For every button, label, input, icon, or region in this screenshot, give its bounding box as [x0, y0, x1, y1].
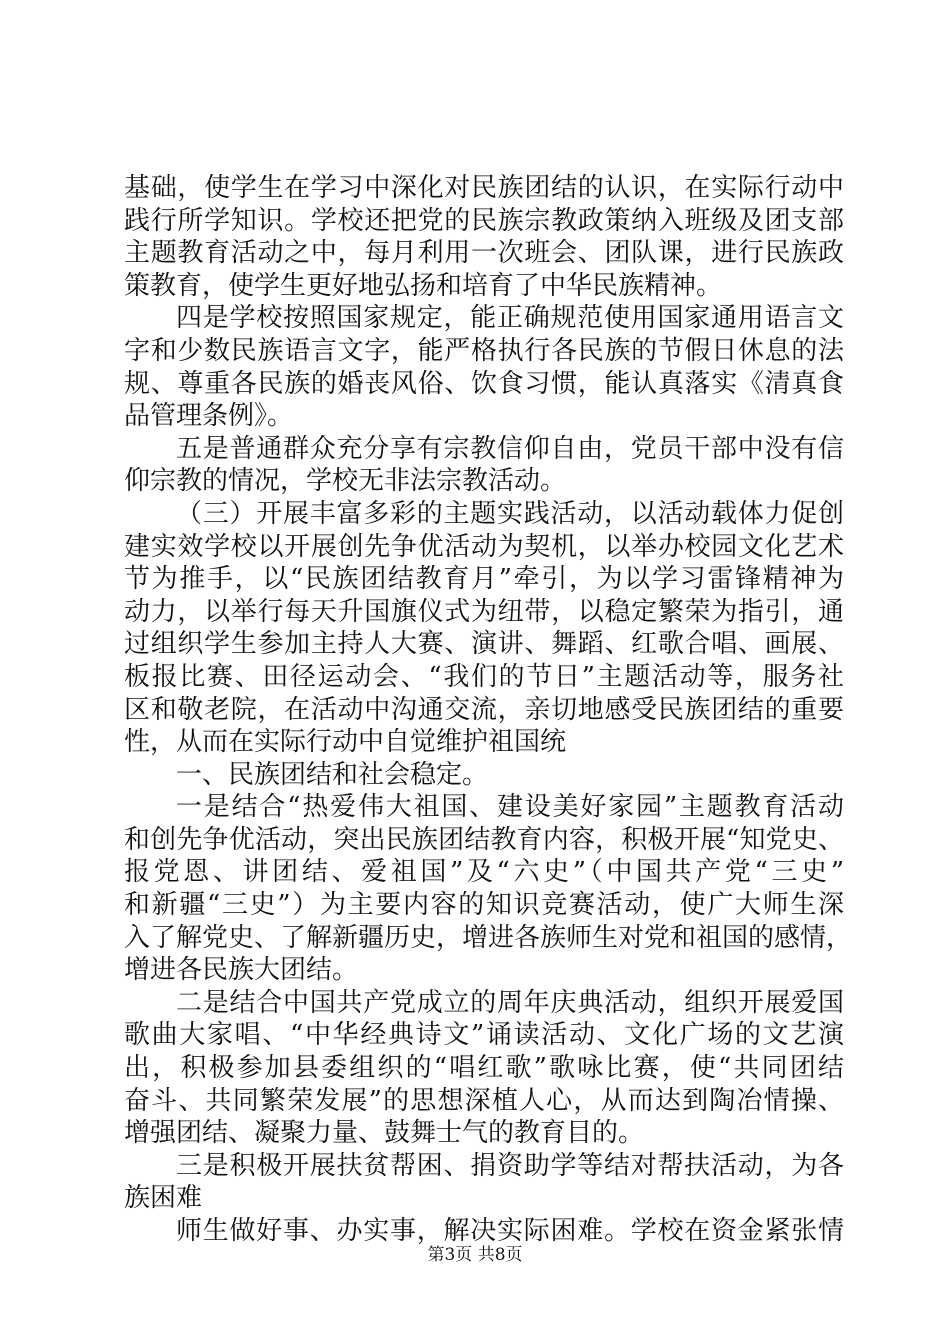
- text-line: 过组织学生参加主持人大赛、演讲、舞蹈、红歌合唱、画展、: [124, 629, 844, 660]
- text-line: 主题教育活动之中，每月利用一次班会、团队课，进行民族政: [124, 238, 844, 269]
- text-line: 规、尊重各民族的婚丧风俗、饮食习惯，能认真落实《清真食: [124, 368, 844, 399]
- text-line: 增强团结、凝聚力量、鼓舞士气的教育目的。: [124, 1118, 645, 1149]
- text-line: 仰宗教的情况，学校无非法宗教活动。: [124, 466, 567, 497]
- text-line: 字和少数民族语言文字，能严格执行各民族的节假日休息的法: [124, 335, 844, 366]
- text-line: 板报比赛、田径运动会、“我们的节日”主题活动等，服务社: [124, 661, 844, 692]
- text-line: 建实效学校以开展创先争优活动为契机，以举办校园文化艺术: [124, 531, 844, 562]
- text-line: 一、民族团结和社会稳定。: [176, 759, 489, 790]
- page-number-footer: 第3页 共8页: [427, 1245, 523, 1265]
- text-line: 区和敬老院，在活动中沟通交流，亲切地感受民族团结的重要: [124, 694, 844, 725]
- text-line: 策教育，使学生更好地弘扬和培育了中华民族精神。: [124, 270, 723, 301]
- text-line: 出，积极参加县委组织的“唱红歌”歌咏比赛，使“共同团结: [124, 1053, 844, 1084]
- text-line: 践行所学知识。学校还把党的民族宗教政策纳入班级及团支部: [124, 205, 844, 236]
- text-line: 和新疆“三史”）为主要内容的知识竞赛活动，使广大师生深: [124, 890, 844, 921]
- text-line: 和创先争优活动，突出民族团结教育内容，积极开展“知党史、: [124, 824, 844, 855]
- text-line: 奋斗、共同繁荣发展”的思想深植人心，从而达到陶冶情操、: [124, 1085, 844, 1116]
- text-line: 五是普通群众充分享有宗教信仰自由，党员干部中没有信: [176, 433, 844, 464]
- text-line: 基础，使学生在学习中深化对民族团结的认识，在实际行动中: [124, 173, 844, 203]
- text-line: 族困难: [124, 1183, 203, 1214]
- text-line: 入了解党史、了解新疆历史，增进各族师生对党和祖国的感情，: [124, 922, 853, 953]
- text-line: 节为推手，以“民族团结教育月”牵引，为以学习雷锋精神为: [124, 564, 844, 595]
- text-line: 增进各民族大团结。: [124, 955, 359, 986]
- text-line: 动力，以举行每天升国旗仪式为纽带，以稳定繁荣为指引，通: [124, 596, 844, 627]
- text-line: 一是结合“热爱伟大祖国、建设美好家园”主题教育活动: [176, 792, 844, 823]
- text-line: 歌曲大家唱、“中华经典诗文”诵读活动、文化广场的文艺演: [124, 1020, 844, 1051]
- text-line: 报党恩、讲团结、爱祖国”及“六史”（中国共产党“三史”: [124, 857, 844, 888]
- text-line: （三）开展丰富多彩的主题实践活动，以活动载体力促创: [176, 498, 844, 529]
- text-line: 四是学校按照国家规定，能正确规范使用国家通用语言文: [176, 303, 844, 334]
- text-line: 性，从而在实际行动中自觉维护祖国统: [124, 727, 567, 758]
- text-line: 品管理条例》。: [124, 401, 294, 432]
- text-line: 师生做好事、办实事，解决实际困难。学校在资金紧张情: [176, 1216, 844, 1246]
- text-line: 二是结合中国共产党成立的周年庆典活动，组织开展爱国: [176, 987, 844, 1018]
- text-line: 三是积极开展扶贫帮困、捐资助学等结对帮扶活动，为各: [176, 1150, 844, 1181]
- document-body: [124, 172, 853, 1248]
